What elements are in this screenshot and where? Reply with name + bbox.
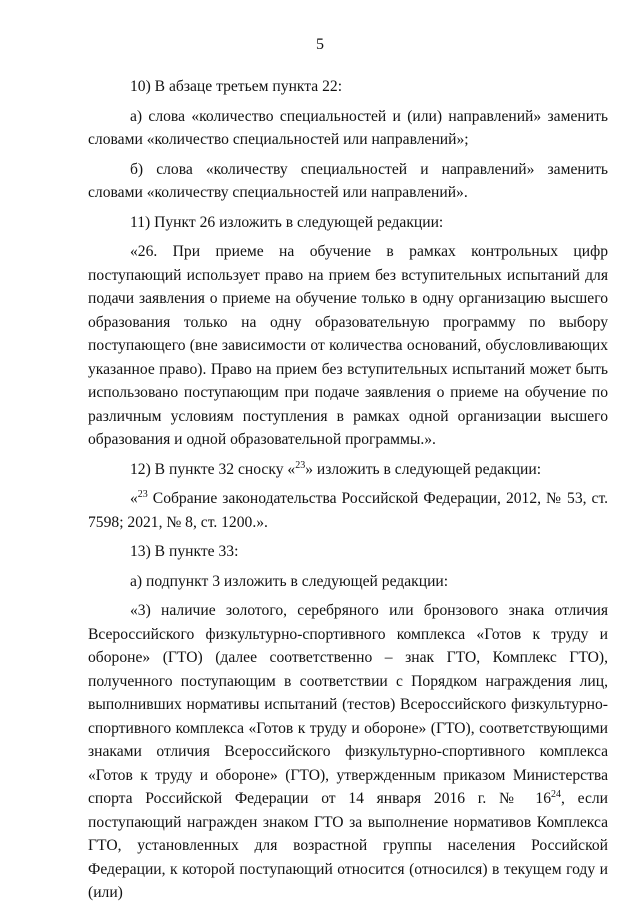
paragraph-subclause-3 bbox=[88, 599, 608, 905]
text-fragment: , если поступающий награжден знаком ГТО за выполнение нормативов Комплекса ГТО, установленных для возрастной группы населения Российской Федерации, к которой поступающий относится (относился) в текущем году и (или) bbox=[88, 790, 608, 901]
text-fragment: Собрание законодательства Российской Федерации, 2012, № 53, ст. 7598; 2021, № 8, ст. 1200.». bbox=[88, 490, 608, 531]
text-fragment: 12) В пункте 32 сноску « bbox=[130, 460, 296, 478]
text-fragment: « bbox=[130, 490, 138, 507]
footnote-marker: 23 bbox=[295, 459, 306, 471]
text-fragment: » изложить в следующей редакции: bbox=[305, 460, 542, 478]
page-number: 5 bbox=[316, 36, 324, 53]
paragraph-item-13: 13) В пункте 33: bbox=[130, 543, 239, 560]
paragraph-clause-26: «26. При приеме на обучение в рамках контрольных цифр поступающий использует право на прием без вступительных испытаний для подачи заявления о приеме на обучение только в одну организацию высшего образования только на одну образовательную программу по выбору поступающего (вне зависимости от количества оснований, обусловливающих указанное право). Право на прием без вступительных испытаний может быть использовано поступающим при подаче заявления о приеме на обучение по различным условиям поступления в рамках одной организации высшего образования и одной образовательной программы.». bbox=[88, 243, 608, 448]
footnote-marker: 23 bbox=[137, 488, 148, 500]
paragraph-item-13a: а) подпункт 3 изложить в следующей редакции: bbox=[130, 572, 449, 590]
paragraph-item-12 bbox=[88, 458, 608, 482]
paragraph-item-10a: а) слова «количество специальностей и (или) направлений» заменить словами «количество специальностей или направлений»; bbox=[88, 107, 608, 148]
paragraph-item-11: 11) Пункт 26 изложить в следующей редакции: bbox=[130, 213, 444, 231]
text-fragment: «3) наличие золотого, серебряного или бронзового знака отличия Всероссийского физкультурно-спортивного комплекса «Готов к труду и обороне» (ГТО) (далее соответственно – знак ГТО, Комплекс ГТО), полученного поступающим в соответствии с Порядком награждения лиц, выполнивших нормативы испытаний (тестов) Всероссийского физкультурно-спортивного комплекса «Готов к труду и обороне» (ГТО), соответствующими знаками отличия Всероссийского физкультурно-спортивного комплекса «Готов к труду и обороне» (ГТО), утвержденным приказом Министерства спорта Российской Федерации от 14 января 2016 г. № 16 bbox=[88, 602, 608, 807]
paragraph-item-10b: б) слова «количеству специальностей и направлений» заменить словами «количеству специальностей или направлений». bbox=[88, 160, 608, 201]
paragraph-item-10: 10) В абзаце третьем пункта 22: bbox=[130, 78, 343, 95]
footnote-marker: 24 bbox=[551, 788, 562, 800]
document-body bbox=[88, 75, 608, 905]
paragraph-footnote-23 bbox=[88, 487, 608, 534]
